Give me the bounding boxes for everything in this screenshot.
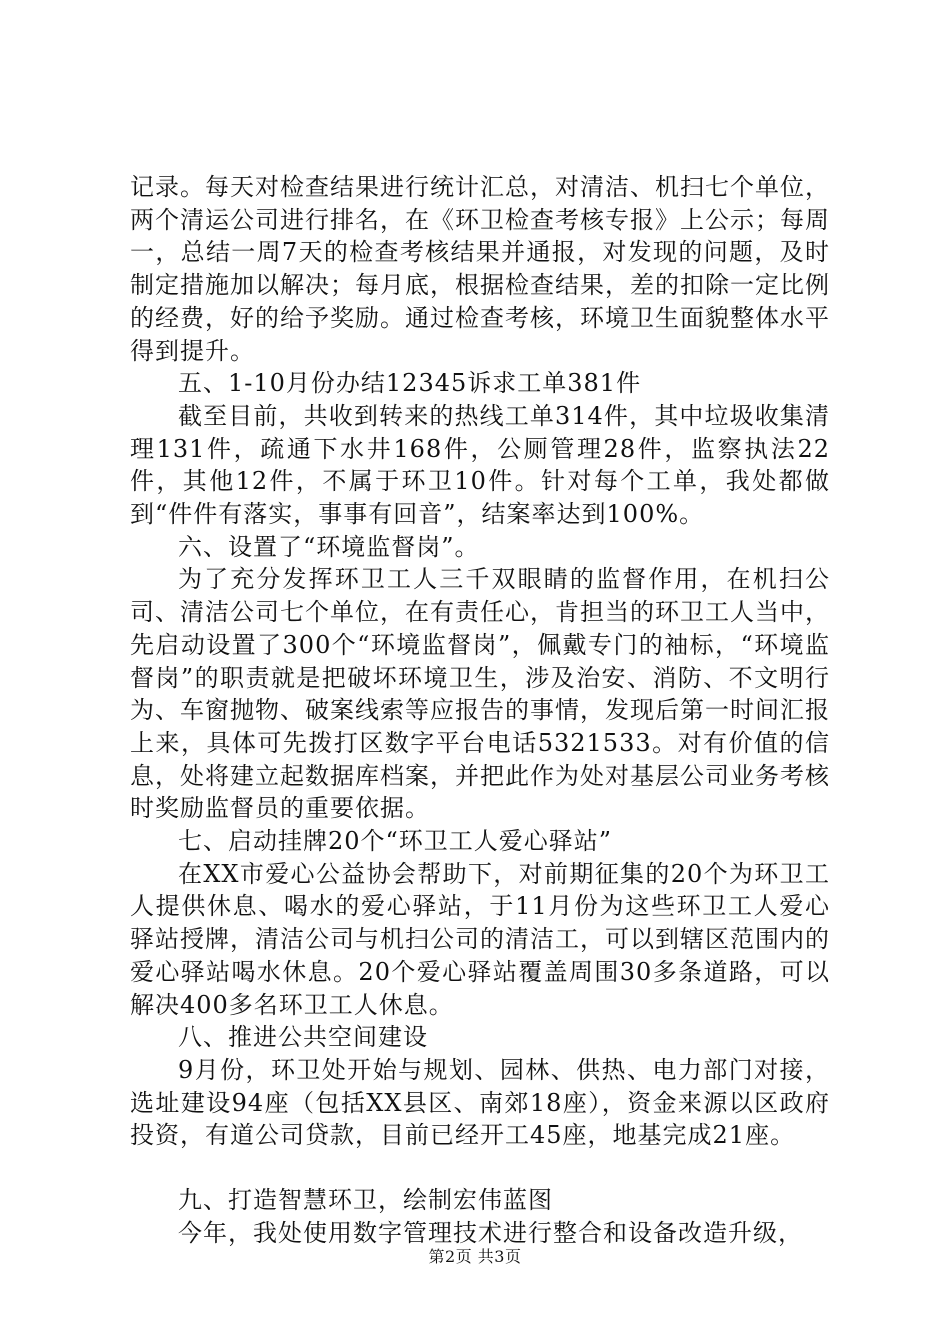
heading-section-5: 五、1-10月份办结12345诉求工单381件: [178, 369, 642, 398]
heading-section-6: 六、设置了“环境监督岗”。: [178, 532, 480, 561]
paragraph-gap: [130, 1152, 830, 1184]
paragraph-public-space: 9月份，环卫处开始与规划、园林、供热、电力部门对接，选址建设94座（包括XX县区、南郊18座），资金来源以区政府投资，有道公司贷款，目前已经开工45座，地基完成21座。: [130, 1055, 830, 1150]
document-body: [130, 171, 830, 1250]
paragraph-hotline-orders: 截至目前，共收到转来的热线工单314件，其中垃圾收集清理131件，疏通下水井168件，公厕管理28件，监察执法22件，其他12件，不属于环卫10件。针对每个工单，我处都做到“件件有落实，事事有回音”，结案率达到100%。: [130, 401, 830, 529]
paragraph-love-stations: 在XX市爱心公益协会帮助下，对前期征集的20个为环卫工人提供休息、喝水的爱心驿站，于11月份为这些环卫工人爱心驿站授牌，清洁公司与机扫公司的清洁工，可以到辖区范围内的爱心驿站喝水休息。20个爱心驿站覆盖周围30多条道路，可以解决400多名环卫工人休息。: [130, 859, 830, 1019]
paragraph-smart-sanitation: 今年，我处使用数字管理技术进行整合和设备改造升级，: [178, 1218, 803, 1247]
paragraph-supervision-post: 为了充分发挥环卫工人三千双眼睛的监督作用，在机扫公司、清洁公司七个单位，在有责任心，肯担当的环卫工人当中，先启动设置了300个“环境监督岗”，佩戴专门的袖标，“环境监督岗”的职责就是把破坏环境卫生，涉及治安、消防、不文明行为、车窗抛物、破案线索等应报告的事情，发现后第一时间汇报上来，具体可先拨打区数字平台电话5321533。对有价值的信息，处将建立起数据库档案，并把此作为处对基层公司业务考核时奖励监督员的重要依据。: [130, 565, 830, 823]
paragraph-inspection-record: 记录。每天对检查结果进行统计汇总，对清洁、机扫七个单位，两个清运公司进行排名，在《环卫检查考核专报》上公示；每周一，总结一周7天的检查考核结果并通报，对发现的问题，及时制定措施加以解决；每月底，根据检查结果，差的扣除一定比例的经费，好的给予奖励。通过检查考核，环境卫生面貌整体水平得到提升。: [130, 173, 830, 365]
page-footer: 第2页 共3页: [428, 1247, 522, 1266]
heading-section-9: 九、打造智慧环卫，绘制宏伟蓝图: [178, 1186, 553, 1215]
heading-section-8: 八、推进公共空间建设: [178, 1023, 428, 1052]
heading-section-7: 七、启动挂牌20个“环卫工人爱心驿站”: [178, 827, 613, 856]
